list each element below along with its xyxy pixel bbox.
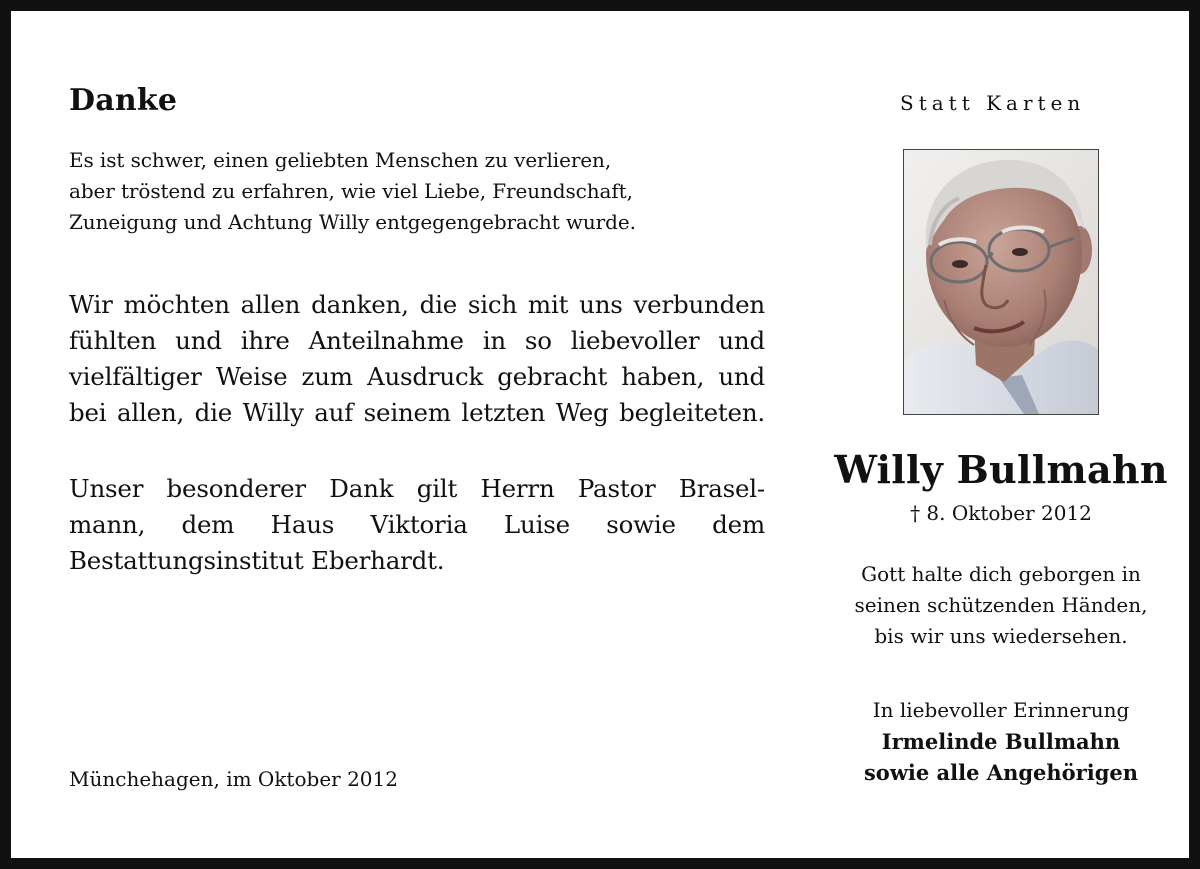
- deceased-name: Willy Bullmahn: [834, 447, 1168, 492]
- memory-intro: In liebevoller Erinnerung: [872, 698, 1130, 722]
- special-thanks-paragraph: [69, 471, 765, 579]
- mourner-relatives: sowie alle Angehörigen: [863, 760, 1139, 785]
- paragraph-line: bei allen, die Willy auf seinem letzten Weg begleiteten.: [69, 398, 765, 427]
- intro-line: aber tröstend zu erfahren, wie viel Liebe, Freundschaft,: [69, 179, 633, 203]
- intro-text: [69, 145, 765, 238]
- paragraph-line: fühlten und ihre Anteilnahme in so liebevoller und: [69, 326, 765, 355]
- mourners-signature: [811, 695, 1191, 788]
- statt-karten-label: Statt Karten: [900, 91, 1086, 115]
- paragraph-line: Unser besonderer Dank gilt Herrn Pastor Brasel-: [69, 474, 765, 503]
- intro-line: Es ist schwer, einen geliebten Menschen zu verlieren,: [69, 148, 612, 172]
- portrait-photo: [903, 149, 1099, 415]
- intro-line: Zuneigung und Achtung Willy entgegengebracht wurde.: [69, 210, 636, 234]
- place-date: Münchehagen, im Oktober 2012: [69, 767, 398, 791]
- paragraph-line: mann, dem Haus Viktoria Luise sowie dem: [69, 510, 765, 539]
- verse-line: bis wir uns wiedersehen.: [874, 624, 1128, 648]
- verse-line: seinen schützenden Händen,: [854, 593, 1148, 617]
- memorial-column: [811, 89, 1191, 785]
- paragraph-line: vielfältiger Weise zum Ausdruck gebracht haben, und: [69, 362, 765, 391]
- thanks-paragraph: [69, 287, 765, 431]
- paragraph-line: Wir möchten allen danken, die sich mit uns verbunden: [69, 290, 765, 319]
- paragraph-line: Bestattungsinstitut Eberhardt.: [69, 546, 445, 575]
- mourner-name: Irmelinde Bullmahn: [881, 729, 1121, 754]
- death-date: † 8. Oktober 2012: [910, 501, 1092, 525]
- thank-you-heading: Danke: [69, 83, 178, 118]
- verse-line: Gott halte dich geborgen in: [861, 562, 1141, 586]
- thank-you-column: [69, 81, 765, 575]
- memorial-verse: [811, 559, 1191, 652]
- portrait-image: [904, 150, 1098, 414]
